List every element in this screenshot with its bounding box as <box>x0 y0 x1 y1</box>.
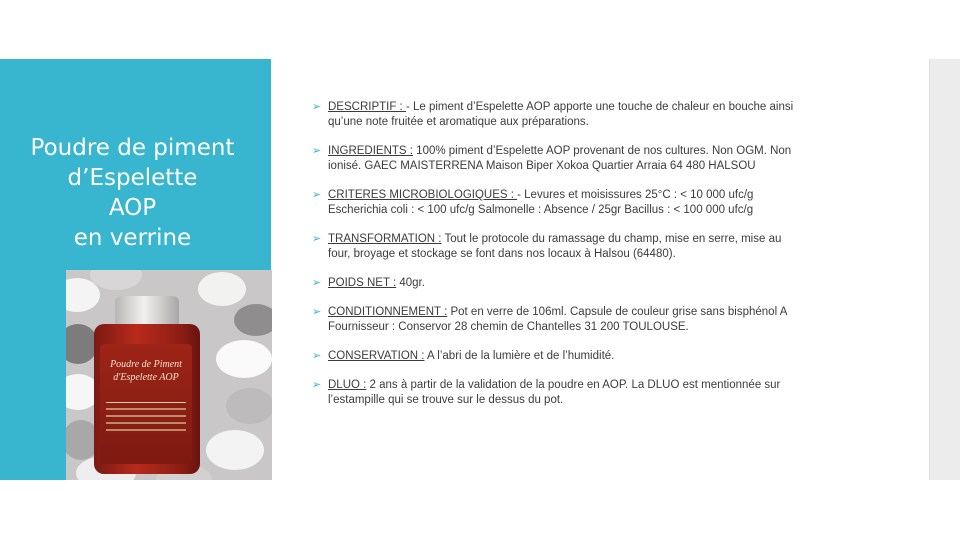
item-line2: Fournisseur : Conservor 28 chemin de Chantelles 31 200 TOULOUSE. <box>328 321 689 333</box>
item-label: DLUO : <box>328 379 367 391</box>
item-line2: Escherichia coli : < 100 ufc/g Salmonelle : Absence / 25gr Bacillus : < 100 000 ufc/g <box>328 204 754 216</box>
list-item-criteres <box>312 188 872 218</box>
arrow-bullet-icon: ➢ <box>312 306 322 318</box>
title-line-3: AOP <box>108 195 157 222</box>
item-label: CONSERVATION : <box>328 350 425 362</box>
item-text: - Levures et moisissures 25°C : < 10 000 ufc/g <box>517 189 754 201</box>
title-line-4: en verrine <box>73 225 192 252</box>
item-text: 100% piment d’Espelette AOP provenant de nos cultures. Non OGM. Non <box>412 145 792 157</box>
item-line2: ionisé. GAEC MAISTERRENA Maison Biper Xokoa Quartier Arraia 64 480 HALSOU <box>328 160 756 172</box>
item-text: 2 ans à partir de la validation de la poudre en AOP. La DLUO est mentionnée sur <box>366 379 781 391</box>
item-label: INGREDIENTS : <box>328 145 413 157</box>
list-item-conditionnement <box>312 305 872 335</box>
item-line2: qu’une note fruitée et aromatique aux préparations. <box>328 116 589 128</box>
product-details <box>312 100 872 422</box>
jar-label <box>100 344 192 464</box>
arrow-bullet-icon: ➢ <box>312 233 322 245</box>
list-item-ingredients <box>312 144 872 174</box>
arrow-bullet-icon: ➢ <box>312 277 322 289</box>
arrow-bullet-icon: ➢ <box>312 350 322 362</box>
list-item-dluo <box>312 378 872 408</box>
list-item-conservation <box>312 349 872 364</box>
list-item-transformation <box>312 232 872 262</box>
item-label: CONDITIONNEMENT : <box>328 306 448 318</box>
item-line2: four, broyage et stockage se font dans nos locaux à Halsou (64480). <box>328 248 676 260</box>
arrow-bullet-icon: ➢ <box>312 189 322 201</box>
title-line-2: d’Espelette <box>67 165 198 192</box>
slide-title <box>10 133 255 253</box>
arrow-bullet-icon: ➢ <box>312 145 322 157</box>
jar-label-fineprint <box>106 402 186 439</box>
item-text: Pot en verre de 106ml. Capsule de couleur grise sans bisphénol A <box>447 306 788 318</box>
item-label: CRITERES MICROBIOLOGIQUES : <box>328 189 518 201</box>
item-text: - Le piment d’Espelette AOP apporte une touche de chaleur en bouche ainsi <box>405 101 794 113</box>
item-label: DESCRIPTIF : <box>328 101 406 113</box>
vertical-scrollbar[interactable] <box>929 59 960 480</box>
item-text: A l’abri de la lumière et de l’humidité. <box>424 350 615 362</box>
item-text: 40gr. <box>396 277 425 289</box>
list-item-descriptif <box>312 100 872 130</box>
arrow-bullet-icon: ➢ <box>312 379 322 391</box>
item-text: Tout le protocole du ramassage du champ, mise en serre, mise au <box>441 233 782 245</box>
product-photo <box>66 270 272 480</box>
title-line-1: Poudre de piment <box>30 135 235 162</box>
item-label: POIDS NET : <box>328 277 397 289</box>
arrow-bullet-icon: ➢ <box>312 101 322 113</box>
item-label: TRANSFORMATION : <box>328 233 442 245</box>
item-line2: l’estampille qui se trouve sur le dessus du pot. <box>328 394 564 406</box>
jar-label-text: Poudre de Piment d'Espelette AOP <box>110 359 182 383</box>
list-item-poids-net <box>312 276 872 291</box>
